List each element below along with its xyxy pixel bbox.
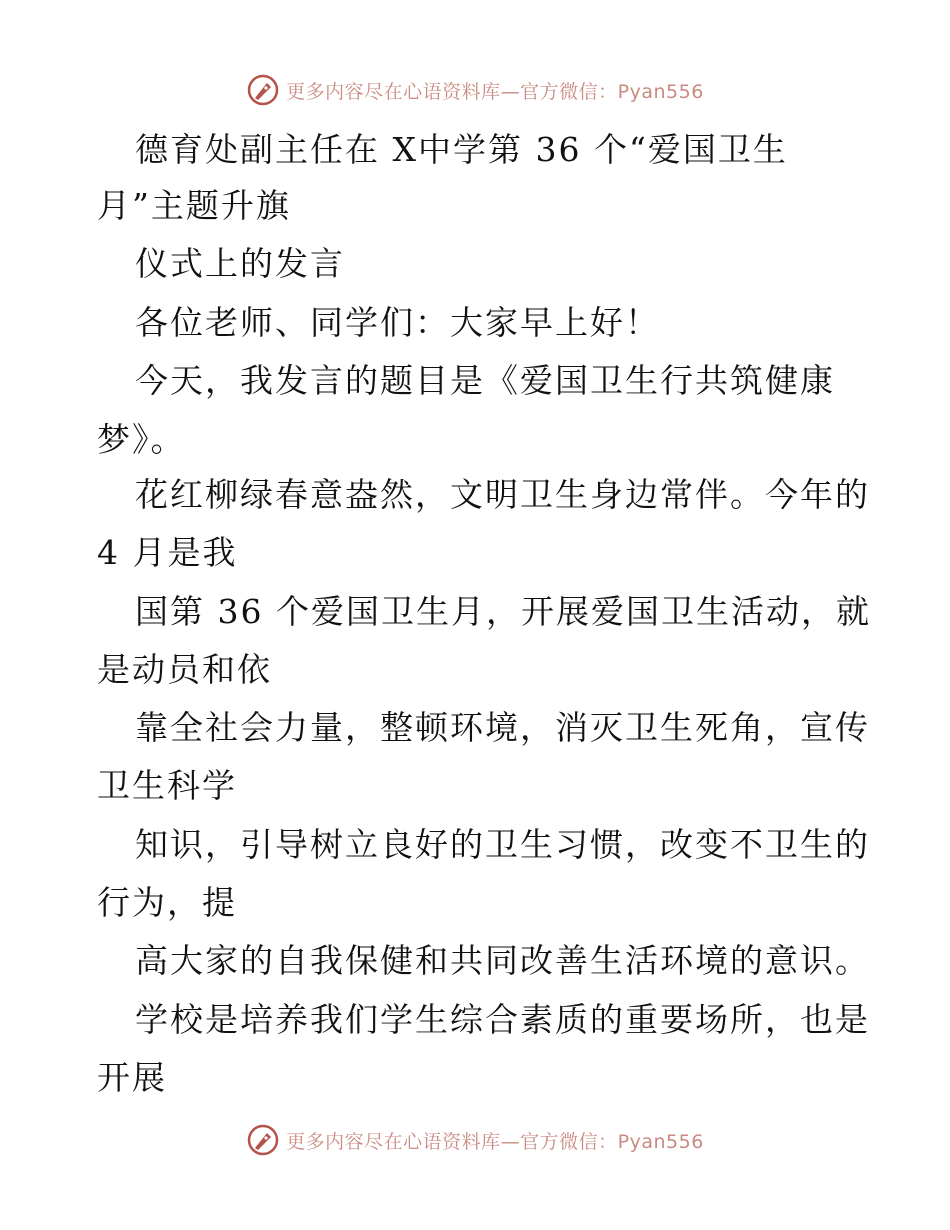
body-line: 开展 [97,1058,167,1097]
body-line: 各位老师、同学们：大家早上好！ [135,303,660,342]
body-line: 高大家的自我保健和共同改善生活环境的意识。 [135,941,870,980]
header-watermark [0,70,950,110]
pen-nib-circle-icon [246,73,280,107]
body-line: 靠全社会力量，整顿环境，消灭卫生死角，宣传 [135,708,870,747]
body-line: 行为，提 [97,883,237,922]
pen-nib-circle-icon [246,1123,280,1157]
body-line: 月”主题升旗 [97,186,291,225]
body-line: 今天，我发言的题目是《爱国卫生行共筑健康 [135,361,835,400]
watermark-text: 更多内容尽在心语资料库—官方微信：Pyan556 [286,1130,704,1153]
body-line: 卫生科学 [97,766,237,805]
body-line: 花红柳绿春意盎然，文明卫生身边常伴。今年的 [135,475,870,514]
watermark-text: 更多内容尽在心语资料库—官方微信：Pyan556 [286,80,704,103]
footer-watermark [0,1120,950,1160]
body-line: 是动员和依 [97,650,272,689]
body-line: 德育处副主任在 X中学第 36 个“爱国卫生 [135,130,788,169]
body-line: 仪式上的发言 [135,244,345,283]
body-line: 4 月是我 [97,533,238,572]
body-line: 国第 36 个爱国卫生月，开展爱国卫生活动，就 [135,592,871,631]
body-line: 知识，引导树立良好的卫生习惯，改变不卫生的 [135,825,870,864]
body-line: 学校是培养我们学生综合素质的重要场所，也是 [135,1000,870,1039]
body-line: 梦》。 [97,420,186,459]
